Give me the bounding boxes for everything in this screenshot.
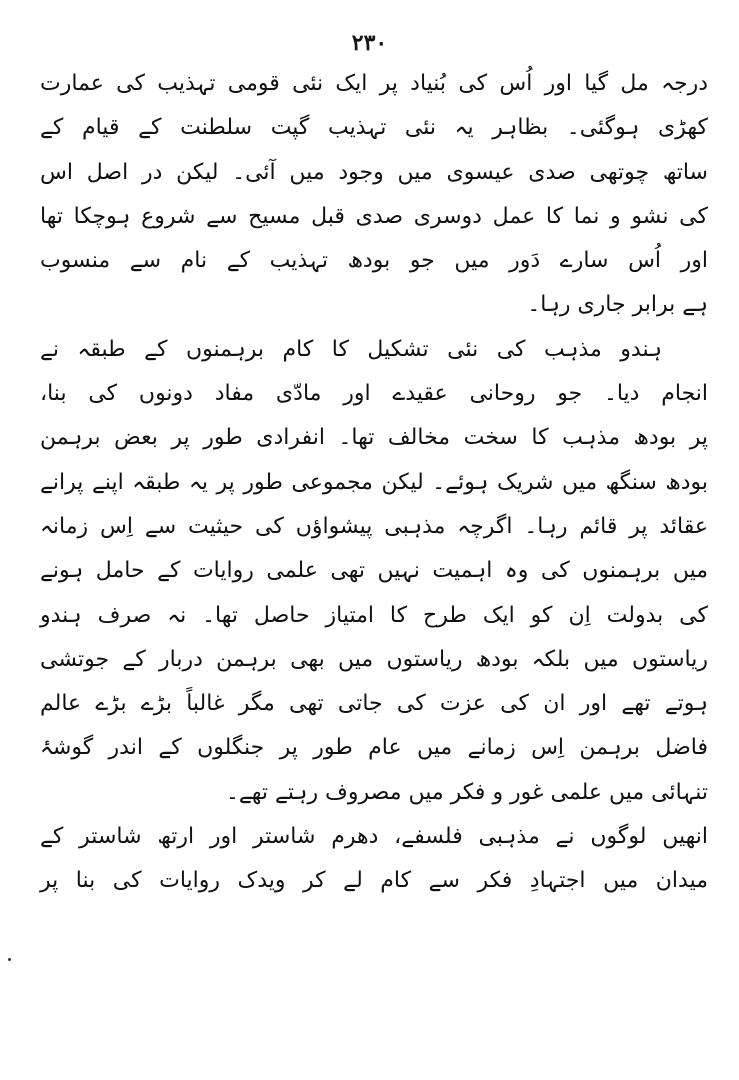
text-line: فاضل برہمن اِس زمانے میں عام طور پر جنگلوں کے اندر گوشۂ — [40, 735, 708, 761]
page-body-text — [40, 62, 708, 904]
text-line: کھڑی ہوگئی۔ بظاہر یہ نئی تہذیب گپت سلطنت کے قیام کے — [40, 115, 708, 141]
text-line: ریاستوں میں بلکہ بودھ ریاستوں میں بھی برہمن دربار کے جوتشی — [40, 646, 708, 672]
text-line: ہے برابر جاری رہا۔ — [527, 292, 708, 318]
text-line: میں برہمنوں کی وہ اہمیت نہیں تھی علمی روایات کے حامل ہونے — [40, 558, 708, 584]
text-line: تنہائی میں علمی غور و فکر میں مصروف رہتے تھے۔ — [225, 779, 708, 805]
text-line: پر بودھ مذہب کا سخت مخالف تھا۔ انفرادی طور پر بعض برہمن — [40, 425, 708, 451]
text-line: کی بدولت اِن کو ایک طرح کا امتیاز حاصل تھا۔ نہ صرف ہندو — [40, 602, 708, 628]
text-line: بودھ سنگھ میں شریک ہوئے۔ لیکن مجموعی طور پر یہ طبقہ اپنے پرانے — [40, 469, 708, 495]
text-line: انھیں لوگوں نے مذہبی فلسفے، دھرم شاستر اور ارتھ شاستر کے — [40, 824, 708, 850]
text-line: اور اُس سارے دَور میں جو بودھ تہذیب کے نام سے منسوب — [40, 248, 708, 274]
text-line: انجام دیا۔ جو روحانی عقیدے اور مادّی مفاد دونوں کی بنا، — [40, 381, 708, 407]
text-line: کی نشو و نما کا عمل دوسری صدی قبل مسیح سے شروع ہوچکا تھا — [40, 203, 708, 229]
page-number: ۲۳۰ — [351, 30, 388, 56]
text-line: ہوتے تھے اور ان کی عزت کی جاتی تھی مگر غالباً بڑے بڑے عالم — [40, 691, 708, 717]
text-line: درجہ مل گیا اور اُس کی بُنیاد پر ایک نئی قومی تہذیب کی عمارت — [40, 71, 708, 96]
text-line: میدان میں اجتہادِ فکر سے کام لے کر ویدک روایات کی بنا پر — [40, 868, 708, 894]
text-line: ساتھ چوتھی صدی عیسوی میں وجود میں آئی۔ لیکن در اصل اس — [40, 159, 708, 185]
text-line: عقائد پر قائم رہا۔ اگرچہ مذہبی پیشواؤں کی حیثیت سے اِس زمانہ — [40, 513, 708, 539]
scan-speck — [8, 958, 11, 961]
text-line: ہندو مذہب کی نئی تشکیل کا کام برہمنوں کے طبقہ نے — [40, 336, 662, 362]
